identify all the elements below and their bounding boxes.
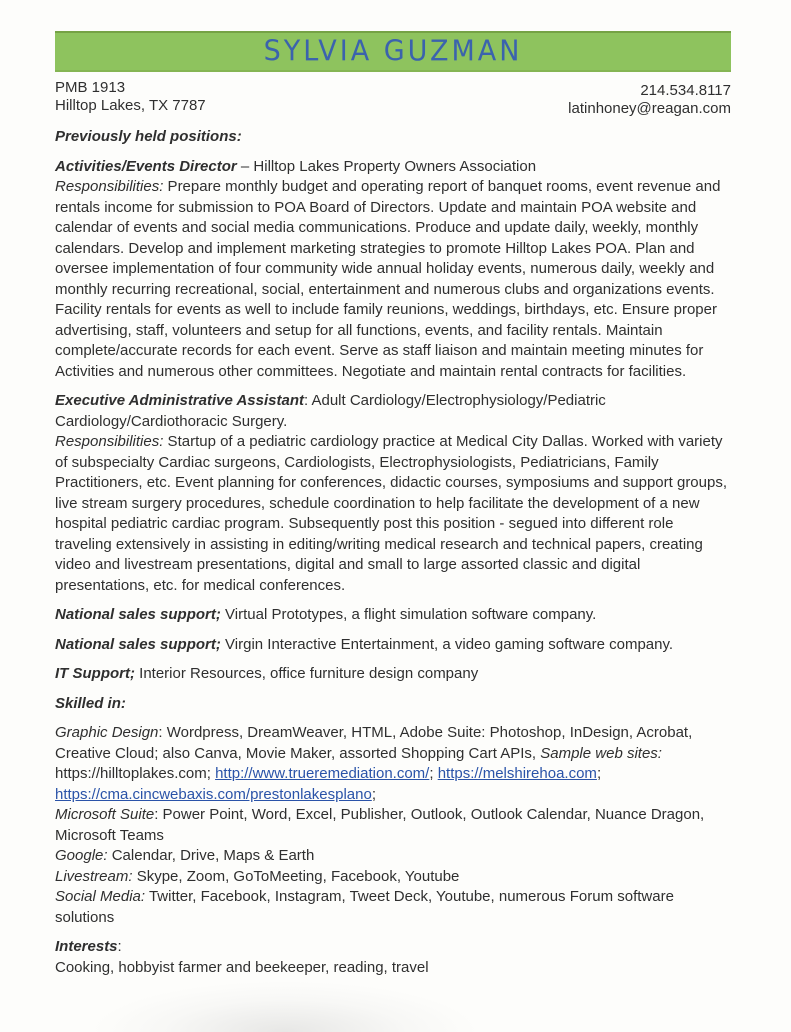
text-run: : Wordpress, DreamWeaver, HTML, Adobe Suite: Photoshop, InDesign, Acrobat, Creative Cloud; also Canva, Movie Maker, assorted Shopping Cart APIs, [55,724,693,762]
paragraph [55,937,731,958]
email-address: latinhoney@reagan.com [568,100,731,117]
text-run: ; [429,765,438,782]
document-body [55,127,731,978]
text-run: : Adult Cardiology/Electrophysiology/Pediatric Cardiology/Cardiothoracic Surgery. [55,392,606,430]
text-run: Cooking, hobbyist farmer and beekeeper, reading, travel [55,958,429,976]
text-run: ; [596,765,602,782]
paragraph [55,664,731,685]
resume-page [55,31,731,978]
paragraph [55,635,731,656]
text-run: Livestream: [55,867,133,885]
address-line-1: PMB 1913 [55,79,126,96]
text-run: Interior Resources, office furniture design company [134,665,479,682]
paragraph [55,723,731,805]
text-run: : [117,938,122,955]
text-run: Sample web sites: [540,744,662,762]
address-line-2: Hilltop Lakes, TX 7787 [55,97,206,114]
paragraph [55,846,731,867]
paragraph [55,177,731,382]
text-run: Prepare monthly budget and operating report of banquet rooms, event revenue and rentals income for submission to POA Board of Directors. Update and maintain POA website and calendar of events and social media communications. Produce and update daily, weekly, monthly calendars. Develop and implement marketing strategies to promote Hilltop Lakes POA. Plan and oversee implementation of four community wide annual holiday events, numerous daily, weekly and monthly recurring recreational, social, entertainment and numerous clubs and organizations events. Facility rentals for events as well to include family reunions, weddings, birthdays, etc. Ensure proper advertising, staff, volunteers and setup for all functions, events, and facility rentals. Maintain complete/accurate records for each event. Serve as staff liaison and maintain meeting minutes for Activities and numerous other committees. Negotiate and maintain rental contracts for facilities. [55,178,721,380]
text-run: Virtual Prototypes, a flight simulation software company. [220,606,597,623]
text-run: : Power Point, Word, Excel, Publisher, Outlook, Outlook Calendar, Nuance Dragon, Microsoft Teams [55,806,705,844]
text-run: Skype, Zoom, GoToMeeting, Facebook, Youtube [132,867,460,885]
text-run: – Hilltop Lakes Property Owners Association [236,157,537,175]
scan-smudge [95,982,475,1032]
text-run: Previously held positions: [55,128,242,145]
paragraph [55,127,731,148]
text-run: Virgin Interactive Entertainment, a video gaming software company. [220,635,674,653]
person-name: SYLVIA GUZMAN [263,35,523,68]
hyperlink[interactable]: https://melshirehoa.com [437,765,597,782]
text-run: Interests [55,938,118,955]
paragraph [55,391,731,432]
text-run: Graphic Design [55,724,159,741]
text-run: Skilled in: [55,694,126,712]
text-run: Google: [55,847,108,864]
text-run: Activities/Events Director [55,157,237,175]
hyperlink[interactable]: http://www.trueremediation.com/ [215,765,430,782]
text-run: National sales support; [55,606,221,623]
text-run: IT Support; [55,665,135,682]
name-banner [55,31,731,72]
paragraph [55,694,731,715]
address-block [55,79,206,118]
text-run: https://hilltoplakes.com; [55,765,216,782]
text-run: Executive Administrative Assistant [55,392,304,409]
text-run: ; [371,785,376,803]
paragraph [55,958,731,979]
text-run: Responsibilities: [55,433,164,450]
contact-block [55,79,731,118]
text-run: Microsoft Suite [55,806,155,823]
paragraph [55,887,731,928]
text-run: Startup of a pediatric cardiology practice at Medical City Dallas. Worked with variety of subspecialty Cardiac surgeons, Cardiologists, Electrophysiologists, Pediatricians, Family Practitioners, etc. Event planning for conferences, didactic courses, symposiums and support groups, live stream surgery procedures, schedule coordination to help facilitate the development of a new hospital pediatric cardiac program. Subsequently post this position - segued into different role traveling extensively in assisting in editing/writing medical research and technical papers, creating video and livestream presentations, digital and small to large assorted classic and digital presentations, etc. for medical conferences. [55,433,728,594]
phone-number: 214.534.8117 [640,82,731,99]
text-run: National sales support; [55,635,221,653]
text-run: Social Media: [55,888,146,905]
text-run: Responsibilities: [55,178,164,195]
text-run: Twitter, Facebook, Instagram, Tweet Deck, Youtube, numerous Forum software solutions [55,888,674,926]
paragraph [55,867,731,888]
contact-details [568,79,731,118]
paragraph [55,432,731,596]
paragraph [55,605,731,626]
hyperlink[interactable]: https://cma.cincwebaxis.com/prestonlakesplano [55,785,372,803]
paragraph [55,157,731,178]
paragraph [55,805,731,846]
text-run: Calendar, Drive, Maps & Earth [107,847,315,864]
